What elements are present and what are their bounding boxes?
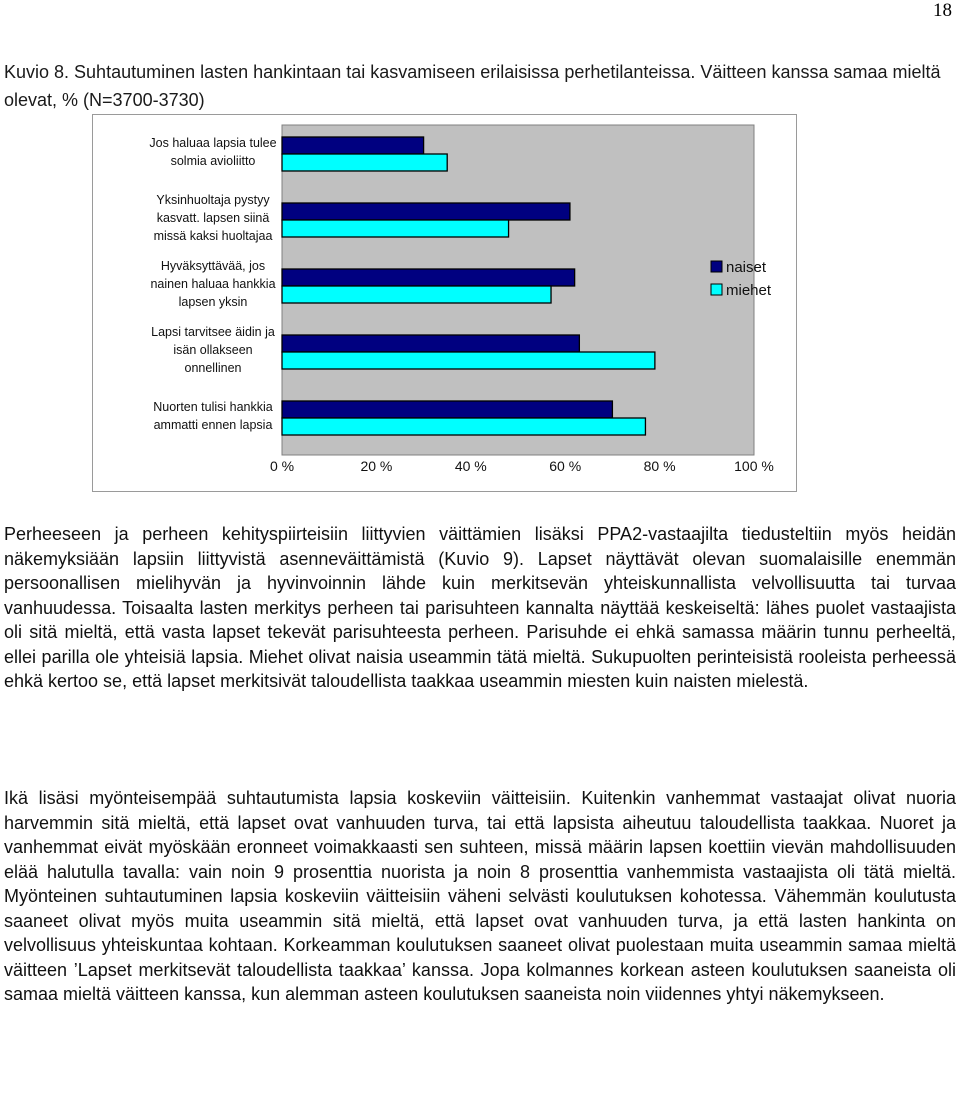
bar-miehet-4 <box>282 418 645 435</box>
body-paragraph-2 <box>4 786 956 1007</box>
category-label: Hyväksyttävää, jos <box>160 259 266 273</box>
category-label: solmia avioliitto <box>170 154 256 168</box>
bar-naiset-3 <box>282 335 579 352</box>
bar-miehet-2 <box>282 286 551 303</box>
category-label: isän ollakseen <box>173 343 253 357</box>
figure-caption: Kuvio 8. Suhtautuminen lasten hankintaan tai kasvamiseen erilaisissa perhetilanteissa. Väitteen kanssa samaa mieltä olevat, % (N=3700-3730) <box>4 62 941 110</box>
category-label: missä kaksi huoltajaa <box>153 229 273 243</box>
category-label: kasvatt. lapsen siinä <box>156 211 270 225</box>
bar-miehet-0 <box>282 154 447 171</box>
chart-frame <box>92 114 797 492</box>
category-label: nainen haluaa hankkia <box>150 277 276 291</box>
category-label: ammatti ennen lapsia <box>153 418 273 432</box>
x-tick-label: 40 % <box>454 458 487 474</box>
bar-miehet-3 <box>282 352 655 369</box>
legend-label-miehet: miehet <box>726 282 772 299</box>
x-tick-label: 0 % <box>269 458 295 474</box>
bar-miehet-1 <box>282 220 509 237</box>
bar-naiset-1 <box>282 203 570 220</box>
body-paragraph-1 <box>4 522 956 694</box>
category-label: Jos haluaa lapsia tulee <box>149 136 277 150</box>
bar-chart <box>93 115 796 491</box>
bar-naiset-2 <box>282 269 575 286</box>
x-tick-label: 80 % <box>643 458 676 474</box>
legend-label-naiset: naiset <box>726 259 767 276</box>
category-label: lapsen yksin <box>178 295 248 309</box>
category-label: Yksinhuoltaja pystyy <box>156 193 270 207</box>
legend-swatch-naiset <box>711 261 722 272</box>
x-tick-label: 100 % <box>734 458 774 474</box>
category-label: Lapsi tarvitsee äidin ja <box>151 325 275 339</box>
x-tick-label: 60 % <box>549 458 582 474</box>
bar-naiset-0 <box>282 137 424 154</box>
category-label: onnellinen <box>184 361 242 375</box>
paragraph-text: Perheeseen ja perheen kehityspiirteisiin liittyvien väittämien lisäksi PPA2-vastaajilta tiedusteltiin myös heidän näkemyksiään lapsiin liittyvistä asenneväittämistä (Kuvio 9). Lapset näyttävät olevan suomalaisille enemmän persoonallisen mielihyvän ja hyvinvoinnin lähde kuin merkitsevän yhteiskunnallista velvollisuutta tai turvaa vanhuudessa. Toisaalta lasten merkitys perheen tai parisuhteen kannalta näyttää keskeiseltä: lähes puolet vastaajista oli sitä mieltä, että vasta lapset tekevät parisuhteesta perheen. Parisuhde ei ehkä samassa määrin tunnu perheeltä, ellei parilla ole yhteisiä lapsia. Miehet olivat naisia useammin tätä mieltä. Sukupuolten perinteisistä rooleista perheessä ehkä kertoo se, että lapset merkitsivät taloudellista taakkaa useammin miesten kuin naisten mielestä. <box>4 524 956 691</box>
paragraph-text: Ikä lisäsi myönteisempää suhtautumista lapsia koskeviin väitteisiin. Kuitenkin vanhemmat vastaajat olivat nuoria harvemmin sitä mieltä, että lapset ovat vanhuuden turva, tai että lapsista aiheutuu taloudellista taakkaa. Nuoret ja vanhemmat eivät myöskään eronneet voimakkaasti sen suhteen, missä määrin lapsen koettiin vievän mahdollisuuden elää halutulla tavalla: vain noin 9 prosenttia nuorista ja noin 8 prosenttia vanhemmista vastaajista oli tätä mieltä. Myönteinen suhtautuminen lapsia koskeviin väitteisiin väheni selvästi koulutuksen kohotessa. Vähemmän koulutusta saaneet olivat myös muita useammin sitä mieltä, että lapset ovat vanhuuden turva, ja että lasten hankinta on velvollisuus yhteiskuntaa kohtaan. Korkeamman koulutuksen saaneet olivat puolestaan muita useammin samaa mieltä väitteen ’Lapset merkitsevät taloudellista taakkaa’ kanssa. Jopa kolmannes korkean asteen koulutuksen saaneista oli samaa mieltä väitteen kanssa, kun alemman asteen koulutuksen saaneista noin viidennes yhtyi näkemykseen. <box>4 788 956 1004</box>
bar-naiset-4 <box>282 401 612 418</box>
legend-swatch-miehet <box>711 284 722 295</box>
x-tick-label: 20 % <box>360 458 393 474</box>
page-number: 18 <box>933 0 952 21</box>
category-label: Nuorten tulisi hankkia <box>153 400 273 414</box>
